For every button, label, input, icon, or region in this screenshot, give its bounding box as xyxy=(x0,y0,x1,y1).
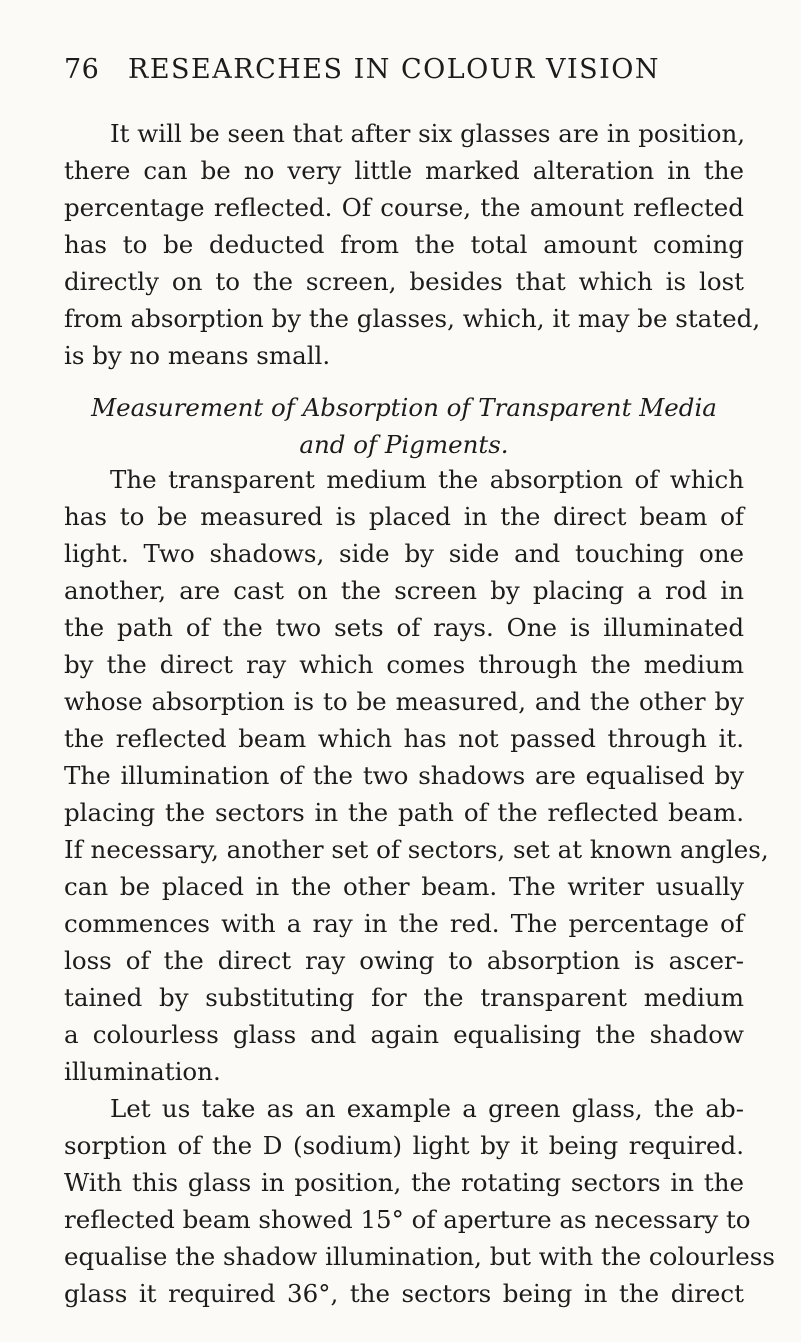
text-line: the reflected beam which has not passed through it. xyxy=(64,724,744,753)
text-line: With this glass in position, the rotating sectors in the xyxy=(64,1168,744,1197)
text-line: can be placed in the other beam. The writer usually xyxy=(64,872,744,901)
text-line: glass it required 36°, the sectors being in the direct xyxy=(64,1279,744,1308)
running-head xyxy=(64,54,744,94)
running-title: RESEARCHES IN COLOUR VISION xyxy=(128,54,661,85)
text-line: by the direct ray which comes through the medium xyxy=(64,650,744,679)
section-heading-line: Measurement of Absorption of Transparent Media xyxy=(91,393,717,422)
text-line: sorption of the D (sodium) light by it being required. xyxy=(64,1131,744,1160)
text-line: there can be no very little marked alteration in the xyxy=(64,156,744,185)
text-line: another, are cast on the screen by placing a rod in xyxy=(64,576,744,605)
text-line: Let us take as an example a green glass, the ab- xyxy=(110,1094,744,1123)
text-line: tained by substituting for the transparent medium xyxy=(64,983,744,1012)
text-line: It will be seen that after six glasses are in position, xyxy=(110,119,746,148)
text-line: The illumination of the two shadows are equalised by xyxy=(64,761,744,790)
text-line: is by no means small. xyxy=(64,341,331,370)
text-line: equalise the shadow illumination, but with the colourless xyxy=(64,1242,775,1271)
text-line: commences with a ray in the red. The percentage of xyxy=(64,909,744,938)
text-line: loss of the direct ray owing to absorption is ascer- xyxy=(64,946,744,975)
paragraph-glasses-reflection xyxy=(64,115,761,374)
text-line: directly on to the screen, besides that which is lost xyxy=(64,267,744,296)
text-line: If necessary, another set of sectors, set at known angles, xyxy=(64,835,769,864)
text-line: has to be measured is placed in the direct beam of xyxy=(64,502,744,531)
text-line: a colourless glass and again equalising the shadow xyxy=(64,1020,744,1049)
text-line: has to be deducted from the total amount coming xyxy=(64,230,744,259)
section-heading-line: and of Pigments. xyxy=(299,430,509,459)
page-number: 76 xyxy=(64,54,100,85)
text-line: whose absorption is to be measured, and the other by xyxy=(64,687,744,716)
text-line: reflected beam showed 15° of aperture as necessary to xyxy=(64,1205,751,1234)
paragraph-absorption-method xyxy=(64,461,775,1312)
text-line: placing the sectors in the path of the reflected beam. xyxy=(64,798,744,827)
text-line: percentage reflected. Of course, the amount reflected xyxy=(64,193,744,222)
text-line: from absorption by the glasses, which, it may be stated, xyxy=(64,304,761,333)
text-line: The transparent medium the absorption of which xyxy=(110,465,744,494)
section-heading xyxy=(64,389,744,463)
text-line: the path of the two sets of rays. One is illuminated xyxy=(64,613,744,642)
text-line: illumination. xyxy=(64,1057,221,1086)
text-line: light. Two shadows, side by side and touching one xyxy=(64,539,744,568)
